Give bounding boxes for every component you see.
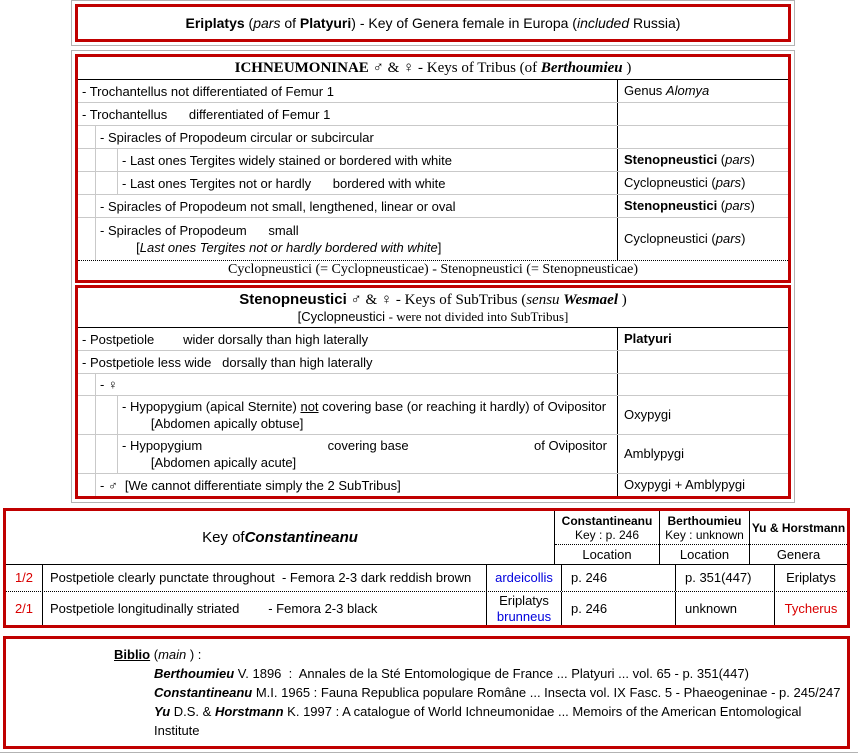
text-segment: sensu [526, 292, 560, 308]
key-result [617, 126, 788, 148]
column-constantineanu-foot: Location [582, 547, 632, 562]
column-berthoumieu-name [660, 514, 749, 528]
text-segment: - ♀ [100, 377, 118, 392]
key-text [96, 474, 617, 496]
biblio-entry [154, 702, 847, 740]
key-text [96, 218, 617, 260]
text-segment: ) : [186, 647, 202, 662]
text-segment: Yu [154, 704, 171, 719]
key-text-line [82, 83, 615, 100]
text-segment: ) [622, 60, 632, 76]
text-segment: [Cyclopneustici [297, 309, 389, 324]
keys-section [71, 50, 795, 503]
text-segment: [Abdomen apically acute] [122, 455, 297, 470]
key-result-text [624, 477, 786, 493]
key-text [78, 80, 617, 102]
text-segment: - Spiracles of Propodeum not small, lengthened, linear or oval [100, 198, 456, 214]
indent-guide [78, 149, 96, 171]
genus-cell [774, 592, 847, 625]
indent-guide [78, 396, 96, 434]
key-result [617, 474, 788, 496]
text-segment: Eriplatys [499, 592, 549, 608]
column-constantineanu-key: Key : p. 246 [574, 527, 640, 542]
text-segment: Eriplatys [185, 15, 245, 31]
key-text-line [100, 222, 615, 239]
text-segment: - Trochantellus differentiated of Femur 1 [82, 106, 331, 122]
biblio-box [3, 636, 850, 749]
text-segment: ) [741, 231, 746, 246]
key-text [78, 351, 617, 373]
text-segment: ♂ & ♀ - Keys of SubTribus ( [346, 292, 527, 308]
key-text [118, 396, 617, 434]
text-segment: of Ovipositor [534, 438, 607, 453]
text-segment: Tycherus [784, 600, 838, 616]
key-result [617, 218, 788, 260]
text-segment: Constantineanu [154, 685, 253, 700]
column-yu-horstmann-foot: Genera [776, 547, 821, 562]
table-row [6, 565, 847, 591]
tribus-key-table [75, 54, 791, 283]
text-segment: pars [253, 15, 281, 31]
text-segment: main [158, 647, 187, 662]
key-result [617, 149, 788, 171]
key-row [78, 434, 788, 473]
text-segment: ( [150, 647, 159, 662]
indent-guide [78, 126, 96, 148]
indent-guide [96, 435, 118, 473]
biblio-entry [154, 664, 847, 683]
text-segment: Oxypygi [624, 407, 671, 422]
species-line [487, 609, 561, 625]
text-segment: of [280, 15, 300, 31]
text-segment: - Last ones Tergites not or hardly bordered with white [122, 175, 446, 191]
text-segment: Stenopneustici [624, 198, 718, 213]
key-text-line [82, 354, 615, 371]
key-row [78, 328, 788, 350]
text-segment: not [300, 399, 319, 414]
text-segment: - Spiracles of Propodeum circular or subcircular [100, 129, 374, 145]
key-row [78, 194, 788, 217]
key-result-text [624, 83, 786, 99]
key-row [78, 350, 788, 373]
indent-guide [78, 172, 96, 194]
text-segment: Berthoumieu [154, 666, 235, 681]
column-constantineanu [555, 511, 659, 564]
location-constantineanu: p. 246 [561, 592, 675, 625]
key-result-text [624, 331, 786, 347]
subtribus-key-header-line1 [78, 291, 788, 309]
text-segment: M.I. 1965 : Fauna Republica populare Române ... Insecta vol. IX Fasc. 5 - Phaeogeninae - p. 245/247 [252, 685, 841, 700]
key-row [78, 102, 788, 125]
key-text-line [100, 376, 615, 393]
text-segment: pars [715, 175, 742, 190]
subtribus-key-header [78, 288, 788, 327]
column-yu-horstmann-name [750, 521, 847, 535]
key-result [617, 80, 788, 102]
key-result [617, 351, 788, 373]
text-segment: ) [618, 292, 627, 308]
text-segment: ) [750, 152, 755, 167]
subtribus-key-rows [78, 327, 788, 496]
text-segment: Eriplatys [786, 570, 836, 585]
key-text [96, 374, 617, 395]
key-row [78, 80, 788, 102]
text-segment: ) - Key of Genera female in Europa ( [351, 15, 577, 31]
text-segment: Platyuri [624, 331, 672, 346]
text-segment: - Postpetiole wider dorsally than high laterally [82, 331, 369, 347]
couplet-number: 2/1 [14, 600, 34, 616]
indent-guide [96, 396, 118, 434]
tribus-key-rows [78, 79, 788, 260]
text-segment: ICHNEUMONINAE [234, 60, 369, 76]
text-segment: ] [437, 240, 442, 255]
species-cell [486, 565, 561, 591]
key-text-line [82, 331, 615, 348]
text-segment: Wesmael [563, 292, 619, 308]
key-text [96, 195, 617, 217]
text-segment: ♂ & ♀ - Keys of Tribus (of [368, 60, 541, 76]
table-row [6, 591, 847, 625]
key-text-line [100, 477, 615, 494]
page-title [186, 15, 681, 31]
key-text [118, 149, 617, 171]
text-segment: - Last ones Tergites widely stained or bordered with white [122, 152, 452, 168]
text-segment: K. 1997 : A catalogue of World Ichneumonidae ... Memoirs of the American Entomological Institute [154, 704, 806, 738]
text-segment: Platyuri [299, 15, 352, 31]
text-segment: covering base (or reaching it hardly) of Ovipositor [318, 399, 607, 414]
column-constantineanu-top [555, 511, 659, 545]
key-text [78, 328, 617, 350]
key-result [617, 328, 788, 350]
constantineanu-table [3, 508, 850, 628]
species-link[interactable]: brunneus [496, 608, 552, 624]
text-segment: included [576, 15, 630, 31]
key-row [78, 217, 788, 260]
key-result-text [624, 407, 786, 423]
key-text [118, 435, 617, 473]
key-result [617, 435, 788, 473]
text-segment: ( [717, 198, 726, 213]
key-result [617, 172, 788, 194]
text-segment: Amblypygi [624, 446, 684, 461]
key-row [78, 395, 788, 434]
couplet-description: Postpetiole clearly punctate throughout - Femora 2-3 dark reddish brown [42, 565, 486, 591]
text-segment: Cyclopneustici (= Cyclopneusticae) - Stenopneustici (= Stenopneusticae) [227, 262, 639, 277]
indent-guide [78, 218, 96, 260]
key-text-line [100, 198, 615, 215]
text-segment: Genus [624, 83, 666, 98]
text-segment: pars [715, 231, 742, 246]
key-text-line [100, 239, 615, 256]
key-row [78, 373, 788, 395]
key-result [617, 374, 788, 395]
text-segment: Berthoumieu [540, 60, 623, 76]
constantineanu-table-body [6, 565, 847, 625]
text-segment: Russia) [629, 15, 681, 31]
text-segment: Constantineanu [244, 529, 358, 546]
key-text-line [122, 415, 615, 432]
biblio-entry [154, 683, 847, 702]
text-segment: ( [717, 152, 726, 167]
column-yu-horstmann [749, 511, 847, 564]
key-text-line [122, 454, 615, 471]
text-segment: - Hypopygium [122, 438, 203, 453]
text-segment: pars [725, 198, 751, 213]
key-text-line [100, 129, 615, 146]
text-segment: Key of [202, 529, 245, 546]
key-result [617, 396, 788, 434]
species-line [487, 593, 561, 609]
text-segment: Biblio [114, 647, 151, 662]
species-line [487, 570, 561, 586]
indent-guide [78, 374, 96, 395]
text-segment: Berthoumieu [667, 513, 742, 528]
text-segment: ) [741, 175, 746, 190]
key-text-line [122, 398, 615, 415]
key-row [78, 171, 788, 194]
key-result-text [624, 446, 786, 462]
text-segment: - were not divided into SubTribus] [388, 309, 569, 324]
column-berthoumieu-foot: Location [679, 547, 730, 562]
text-segment: Cyclopneustici ( [624, 175, 716, 190]
key-text-line [122, 152, 615, 169]
text-segment: V. 1896 : Annales de la Sté Entomologique de France ... Platyuri ... vol. 65 - p. 351(447) [234, 666, 749, 681]
key-result-text [624, 175, 786, 191]
text-segment: - Postpetiole less wide dorsally than high laterally [82, 354, 373, 370]
key-text-line [122, 175, 615, 192]
text-segment: Stenopneustici [239, 291, 347, 308]
species-link[interactable]: ardeicollis [495, 570, 553, 585]
text-segment: ) [750, 198, 755, 213]
biblio-entries [6, 664, 847, 740]
text-segment: - ♂ [We cannot differentiate simply the 2 SubTribus] [100, 477, 401, 493]
key-result-text [624, 231, 786, 247]
key-row [78, 148, 788, 171]
text-segment: Oxypygi + Amblypygi [624, 477, 746, 492]
text-segment: ( [244, 15, 254, 31]
text-segment: Yu & Horstmann [751, 520, 846, 535]
key-result [617, 103, 788, 125]
subtribus-key-table [75, 285, 791, 499]
key-of-constantineanu-label [6, 511, 555, 564]
key-result [617, 195, 788, 217]
text-segment: Stenopneustici [624, 152, 718, 167]
text-segment: Horstmann [214, 704, 284, 719]
location-berthoumieu: p. 351(447) [675, 565, 774, 591]
location-berthoumieu: unknown [675, 592, 774, 625]
text-segment: [Abdomen apically obtuse] [122, 416, 304, 431]
subtribus-key-header-line2 [78, 309, 788, 325]
indent-guide [78, 195, 96, 217]
constantineanu-table-header [6, 511, 847, 565]
couplet-description: Postpetiole longitudinally striated - Femora 2-3 black [42, 592, 486, 625]
indent-guide [78, 435, 96, 473]
text-segment: [ [100, 240, 140, 255]
key-row [78, 473, 788, 496]
couplet-number: 1/2 [14, 570, 34, 585]
text-segment: D.S. & [170, 704, 215, 719]
text-segment: Constantineanu [561, 513, 653, 528]
column-constantineanu-name [555, 514, 659, 528]
title-box [75, 4, 791, 42]
key-text [96, 126, 617, 148]
key-text-spread-line [122, 437, 615, 454]
column-berthoumieu-key: Key : unknown [665, 527, 744, 542]
key-row [78, 125, 788, 148]
text-segment: covering base [327, 438, 409, 453]
genus-cell [774, 565, 847, 591]
tribus-key-footer [78, 260, 788, 280]
key-result-text [624, 152, 786, 168]
location-constantineanu: p. 246 [561, 565, 675, 591]
text-segment: - Hypopygium (apical Sternite) [122, 399, 301, 414]
key-text [118, 172, 617, 194]
text-segment: - Spiracles of Propodeum small [100, 223, 299, 238]
key-result-text [624, 198, 786, 214]
indent-guide [96, 149, 118, 171]
indent-guide [78, 474, 96, 496]
text-segment: Alomya [665, 83, 710, 98]
key-text-line [82, 106, 615, 123]
key-text [78, 103, 617, 125]
text-segment: Last ones Tergites not or hardly bordered with white [139, 240, 438, 255]
column-berthoumieu [659, 511, 749, 564]
text-segment: - Trochantellus not differentiated of Femur 1 [82, 83, 334, 99]
title-section [71, 0, 795, 46]
text-segment: Cyclopneustici ( [624, 231, 716, 246]
text-segment: pars [725, 152, 751, 167]
species-cell [486, 592, 561, 625]
column-berthoumieu-top [660, 511, 749, 545]
column-yu-horstmann-top [750, 511, 847, 545]
tribus-key-header [78, 57, 788, 79]
indent-guide [96, 172, 118, 194]
biblio-title [114, 645, 847, 664]
